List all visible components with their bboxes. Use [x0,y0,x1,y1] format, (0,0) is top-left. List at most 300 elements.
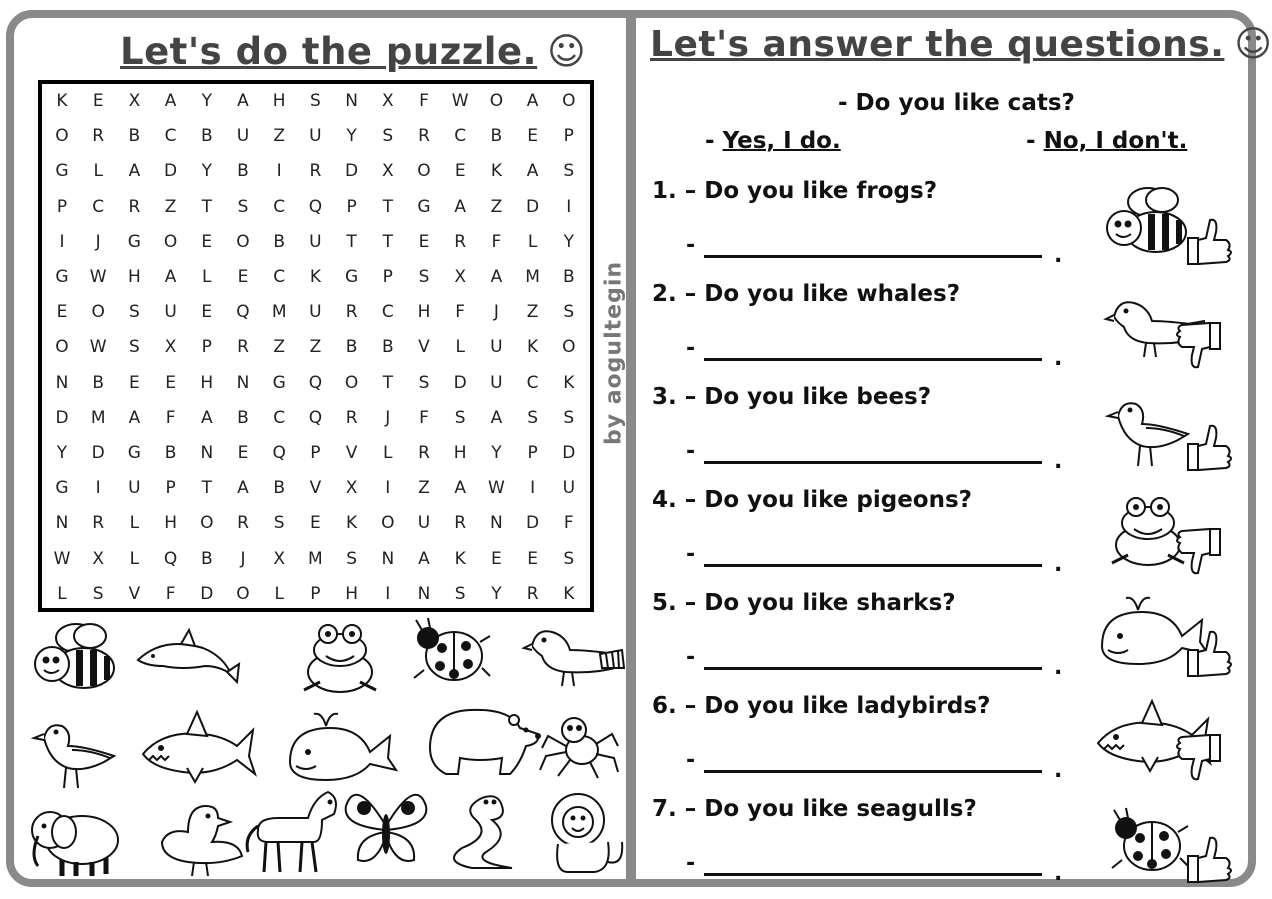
grid-letter[interactable]: H [417,302,431,323]
grid-letter[interactable]: K [490,161,502,182]
grid-letter[interactable]: A [454,478,466,499]
grid-letter[interactable]: E [454,161,466,182]
question-animal-illustrations [1090,160,1250,880]
grid-letter[interactable]: R [237,337,249,358]
grid-letter[interactable]: E [310,513,321,534]
grid-letter[interactable]: E [491,548,502,569]
dolphin-icon [138,630,239,682]
grid-letter[interactable]: N [381,548,395,569]
grid-letter[interactable]: A [454,196,466,217]
answer-period: . [1054,758,1063,783]
answer-blank-5[interactable] [686,645,1066,680]
grid-letter[interactable]: D [200,583,214,604]
grid-letter[interactable]: D [562,443,576,463]
horse-icon [247,792,336,872]
grid-letter[interactable]: R [526,583,539,604]
grid-letter[interactable]: S [563,302,575,323]
grid-letter[interactable]: N [417,583,431,604]
grid-letter[interactable]: A [164,91,177,111]
grid-letter[interactable]: V [309,478,322,499]
grid-letter[interactable]: S [237,196,249,217]
grid-letter[interactable]: C [526,372,539,393]
grid-letter[interactable]: M [308,548,323,569]
grid-letter[interactable]: L [274,583,284,604]
grid-letter[interactable]: I [566,196,572,217]
grid-letter[interactable]: A [237,91,249,111]
thumbs-down-icon [1177,529,1220,573]
grid-letter[interactable]: B [381,337,394,358]
grid-letter[interactable]: X [273,548,286,569]
grid-letter[interactable]: C [273,407,286,428]
grid-letter[interactable]: W [53,548,71,569]
grid-letter[interactable]: J [240,548,246,569]
grid-letter[interactable]: O [381,513,395,534]
answer-blank-7[interactable] [686,851,1066,886]
grid-letter[interactable]: B [237,407,249,428]
grid-letter[interactable]: X [164,337,177,358]
grid-letter[interactable]: F [419,407,429,428]
grid-letter[interactable]: K [56,91,68,111]
grid-letter[interactable]: T [201,478,212,499]
example-yes-dash: - [705,128,723,154]
answer-dash: - [686,233,696,258]
animal-illustrations [18,612,626,884]
grid-letter[interactable]: G [417,196,431,217]
question-5: 5. – Do you like sharks? [652,590,956,616]
butterfly-icon [346,795,427,861]
grid-letter[interactable]: D [345,161,359,182]
grid-letter[interactable]: S [563,161,575,182]
grid-letter[interactable]: S [128,302,140,323]
center-divider [626,12,636,887]
grid-letter[interactable]: G [55,161,69,182]
grid-letter[interactable]: E [201,231,213,252]
answer-line[interactable] [704,770,1042,773]
grid-letter[interactable]: F [491,231,502,252]
grid-letter[interactable]: O [55,337,69,358]
grid-letter[interactable]: A [200,407,213,428]
grid-letter[interactable]: I [530,478,536,499]
thumb-group [1188,838,1231,882]
grid-letter[interactable]: Q [163,548,178,569]
example-yes-answer [705,128,841,154]
grid-letter[interactable]: R [92,513,105,534]
grid-letter[interactable]: A [237,478,249,499]
grid-letter[interactable]: M [90,407,106,428]
grid-letter[interactable]: B [562,267,575,287]
grid-letter[interactable]: D [526,513,540,534]
grid-letter[interactable]: U [164,302,177,323]
answer-dash: - [686,542,696,567]
grid-letter[interactable]: B [345,337,358,358]
answer-blank-6[interactable] [686,748,1066,783]
grid-letter[interactable]: R [128,196,141,217]
grid-letter[interactable]: S [454,583,466,604]
grid-letter[interactable]: E [527,126,538,147]
grid-letter[interactable]: A [418,548,430,569]
grid-letter[interactable]: R [418,443,430,463]
puzzle-title-text: Let's do the puzzle. [120,30,538,73]
grid-letter[interactable]: C [381,302,394,323]
grid-letter[interactable]: L [527,231,538,252]
grid-letter[interactable]: Q [308,196,323,217]
grid-letter[interactable]: E [129,372,140,393]
answer-line[interactable] [704,667,1042,670]
grid-letter[interactable]: I [59,231,65,252]
grid-letter[interactable]: Y [56,443,68,463]
grid-letter[interactable]: B [237,161,249,182]
grid-letter[interactable]: V [128,583,141,604]
grid-letter[interactable]: W [89,337,107,358]
grid-letter[interactable]: E [237,443,249,463]
grid-letter[interactable]: J [385,407,391,428]
grid-letter[interactable]: D [55,407,69,428]
thumbs-up-icon [1188,220,1231,264]
grid-letter[interactable]: N [345,91,358,111]
smiley-icon: ☺ [547,30,587,73]
grid-letter[interactable]: K [454,548,466,569]
grid-letter[interactable]: F [165,407,176,428]
grid-letter[interactable]: P [382,267,393,287]
grid-letter[interactable]: K [563,372,575,393]
grid-letter[interactable]: P [346,196,357,217]
grid-letter[interactable]: L [129,513,140,534]
grid-letter[interactable]: T [346,231,357,252]
answer-period: . [1054,655,1063,680]
grid-letter[interactable]: N [200,443,214,463]
grid-letter[interactable]: Y [563,231,574,252]
grid-letter[interactable]: J [95,231,101,252]
grid-letter[interactable]: H [200,372,214,393]
answer-blank-3[interactable] [686,439,1066,474]
grid-letter[interactable]: R [454,231,467,252]
grid-letter[interactable]: Y [201,91,212,111]
grid-letter[interactable]: S [309,91,321,111]
grid-letter[interactable]: C [273,196,286,217]
grid-letter[interactable]: C [273,267,286,287]
grid-letter[interactable]: U [562,478,576,499]
grid-letter[interactable]: E [165,372,176,393]
thumb-group [1188,220,1231,264]
answer-period: . [1054,243,1063,268]
grid-letter[interactable]: K [563,583,575,604]
grid-letter[interactable]: F [455,302,466,323]
grid-letter[interactable]: A [128,407,141,428]
grid-letter[interactable]: K [346,513,358,534]
grid-letter[interactable]: B [273,231,286,252]
word-search-grid [38,80,594,612]
grid-letter[interactable]: Z [309,337,322,358]
grid-letter[interactable]: M [525,267,540,287]
grid-letter[interactable]: O [163,231,178,252]
grid-letter[interactable]: V [418,337,430,358]
grid-letter[interactable]: E [527,548,538,569]
grid-letter[interactable]: H [164,513,177,534]
grid-letter[interactable]: Y [201,161,212,182]
grid-letter[interactable]: M [271,302,287,323]
grid-letter[interactable]: P [527,443,538,463]
grid-letter[interactable]: P [201,337,212,358]
grid-letter[interactable]: X [128,91,141,111]
grid-letter[interactable]: X [92,548,105,569]
answer-period: . [1054,861,1063,886]
spider-icon [540,718,618,778]
grid-letter[interactable]: H [272,91,286,111]
grid-letter[interactable]: O [417,161,431,182]
grid-letter[interactable]: B [92,372,105,393]
grid-letter[interactable]: X [381,161,394,182]
grid-letter[interactable]: A [490,267,503,287]
question-4: 4. – Do you like pigeons? [652,487,973,513]
grid-letter[interactable]: S [563,548,575,569]
grid-letter[interactable]: O [344,372,359,393]
grid-letter[interactable]: F [563,513,574,534]
answer-period: . [1054,346,1063,371]
grid-letter[interactable]: S [92,583,104,604]
grid-letter[interactable]: P [310,583,321,604]
grid-letter[interactable]: N [55,372,69,393]
grid-letter[interactable]: N [55,513,69,534]
grid-letter[interactable]: Q [236,302,250,323]
grid-letter[interactable]: O [236,231,250,252]
grid-letter[interactable]: X [381,91,394,111]
grid-letter[interactable]: E [56,302,68,323]
lion-icon [552,794,622,872]
whale-icon [290,714,396,780]
grid-letter[interactable]: W [451,91,469,111]
grid-letter[interactable]: L [455,337,465,358]
grid-letter[interactable]: T [382,231,393,252]
grid-letter[interactable]: T [201,196,212,217]
grid-letter[interactable]: K [527,337,539,358]
ladybird-icon [414,618,490,680]
grid-letter[interactable]: I [95,478,101,499]
grid-letter[interactable]: L [202,267,212,287]
answer-line[interactable] [704,873,1042,876]
grid-letter[interactable]: Z [526,302,539,323]
grid-letter[interactable]: B [164,443,177,463]
grid-letter[interactable]: U [490,337,503,358]
frog-icon [1112,498,1184,565]
grid-letter[interactable]: Y [491,583,502,604]
grid-letter[interactable]: S [454,407,466,428]
questions-title-text: Let's answer the questions. [650,24,1225,65]
grid-letter[interactable]: A [526,161,539,182]
grid-letter[interactable]: U [309,231,322,252]
duck-icon [162,806,242,876]
example-no-answer [1026,128,1187,154]
grid-letter[interactable]: K [309,267,321,287]
grid-letter[interactable]: B [200,126,213,147]
grid-letter[interactable]: P [56,196,68,217]
grid-letter[interactable]: P [563,126,574,147]
example-question: - Do you like cats? [838,90,1075,116]
grid-letter[interactable]: J [493,302,499,323]
grid-letter[interactable]: S [128,337,140,358]
question-2: 2. – Do you like whales? [652,281,961,307]
grid-letter[interactable]: B [200,548,213,569]
grid-letter[interactable]: R [345,302,358,323]
grid-letter[interactable]: Q [308,372,323,393]
thumbs-down-icon [1177,735,1220,779]
grid-letter[interactable]: Z [164,196,177,217]
grid-letter[interactable]: Q [272,443,286,463]
question-1: 1. – Do you like frogs? [652,178,938,204]
grid-letter[interactable]: S [418,372,430,393]
grid-letter[interactable]: A [490,407,503,428]
grid-letter[interactable]: D [453,372,467,393]
answer-dash: - [686,748,696,773]
thumbs-down-icon [1177,323,1220,367]
grid-letter[interactable]: G [55,267,69,287]
grid-letter[interactable]: Z [273,126,286,147]
grid-letter[interactable]: Q [308,407,323,428]
answer-dash: - [686,851,696,876]
grid-letter[interactable]: H [453,443,467,463]
grid-letter[interactable]: U [309,302,322,323]
grid-letter[interactable]: G [55,478,69,499]
question-3: 3. – Do you like bees? [652,384,932,410]
example-no-dash: - [1026,128,1044,154]
grid-letter[interactable]: A [164,267,177,287]
question-6: 6. – Do you like ladybirds? [652,693,991,719]
snake-icon [454,796,512,868]
grid-letter[interactable]: A [128,161,141,182]
byline-text: by aogultegin [601,260,627,445]
bear-icon [430,710,541,774]
grid-letter[interactable]: P [165,478,176,499]
grid-letter[interactable]: N [490,513,503,534]
grid-letter[interactable]: W [487,478,505,499]
grid-letter[interactable]: I [276,161,282,182]
grid-letter[interactable]: R [92,126,105,147]
example-yes-text: Yes, I do. [722,128,841,154]
grid-letter[interactable]: Z [273,337,286,358]
grid-letter[interactable]: R [454,513,467,534]
thumb-group [1177,529,1220,573]
grid-letter[interactable]: B [273,478,286,499]
grid-letter[interactable]: F [419,91,429,111]
questions-title [650,24,1272,65]
grid-letter[interactable]: S [527,407,538,428]
grid-letter[interactable]: X [454,267,467,287]
answer-dash: - [686,336,696,361]
answer-dash: - [686,645,696,670]
answer-line[interactable] [704,564,1042,567]
answer-blank-2[interactable] [686,336,1066,371]
grid-letter[interactable]: F [165,583,176,604]
grid-letter[interactable]: O [562,337,576,358]
grid-letter[interactable]: O [200,513,214,534]
grid-letter[interactable]: L [129,548,140,569]
answer-line[interactable] [704,255,1042,258]
grid-letter[interactable]: E [418,231,430,252]
grid-letter[interactable]: L [57,583,67,604]
grid-letter[interactable]: D [91,443,105,463]
smiley-icon: ☺ [1234,24,1272,65]
grid-letter[interactable]: S [382,126,394,147]
grid-letter[interactable]: C [164,126,177,147]
grid-letter[interactable]: E [201,302,213,323]
grid-letter[interactable]: G [345,267,359,287]
grid-letter[interactable]: T [382,372,393,393]
grid-letter[interactable]: O [489,91,504,111]
grid-letter[interactable]: R [309,161,322,182]
grid-letter[interactable]: G [127,231,141,252]
answer-blank-1[interactable] [686,233,1066,268]
grid-letter[interactable]: T [382,196,393,217]
grid-letter[interactable]: U [236,126,250,147]
answer-line[interactable] [704,358,1042,361]
grid-letter[interactable]: C [454,126,467,147]
grid-letter[interactable]: E [237,267,249,287]
grid-letter[interactable]: L [383,443,393,463]
grid-letter[interactable]: V [345,443,358,463]
answer-dash: - [686,439,696,464]
grid-letter[interactable]: W [89,267,107,287]
grid-letter[interactable]: N [236,372,250,393]
grid-letter[interactable]: H [127,267,141,287]
byline [594,260,634,445]
grid-letter[interactable]: B [490,126,503,147]
grid-letter[interactable]: Y [491,443,502,463]
grid-letter[interactable]: I [385,583,391,604]
grid-letter[interactable]: E [92,91,104,111]
grid-letter[interactable]: O [55,126,69,147]
grid-letter[interactable]: S [346,548,357,569]
grid-letter[interactable]: O [91,302,105,323]
grid-letter[interactable]: O [562,91,576,111]
grid-letter[interactable]: L [93,161,103,182]
grid-letter[interactable]: S [418,267,430,287]
grid-letter[interactable]: U [490,372,503,393]
grid-letter[interactable]: Z [490,196,503,217]
thumbs-up-icon [1188,838,1231,882]
grid-letter[interactable]: H [345,583,358,604]
grid-letter[interactable]: U [417,513,431,534]
question-7: 7. – Do you like seagulls? [652,796,977,822]
grid-letter[interactable]: O [236,583,250,604]
grid-letter[interactable]: G [272,372,286,393]
grid-letter[interactable]: A [526,91,539,111]
grid-letter[interactable]: C [92,196,105,217]
grid-letter[interactable]: R [345,407,358,428]
grid-letter[interactable]: G [127,443,141,463]
grid-letter[interactable]: R [237,513,249,534]
grid-letter[interactable]: U [309,126,322,147]
grid-letter[interactable]: U [128,478,141,499]
grid-letter[interactable]: Y [346,126,357,147]
example-no-text: No, I don't. [1043,128,1188,154]
grid-letter[interactable]: P [310,443,321,463]
grid-letter[interactable]: I [385,478,391,499]
grid-letter[interactable]: S [563,407,575,428]
grid-letter[interactable]: D [526,196,540,217]
shark-icon [143,712,255,782]
grid-letter[interactable]: S [273,513,285,534]
thumb-group [1177,735,1220,779]
grid-letter[interactable]: Z [418,478,430,499]
grid-letter[interactable]: D [164,161,178,182]
seagull-icon [34,725,114,788]
grid-letter[interactable]: X [345,478,358,499]
grid-letter[interactable]: B [128,126,141,147]
bee-icon [1107,188,1186,252]
answer-line[interactable] [704,461,1042,464]
bee-icon [35,624,114,688]
answer-blank-4[interactable] [686,542,1066,577]
grid-letter[interactable]: R [418,126,430,147]
